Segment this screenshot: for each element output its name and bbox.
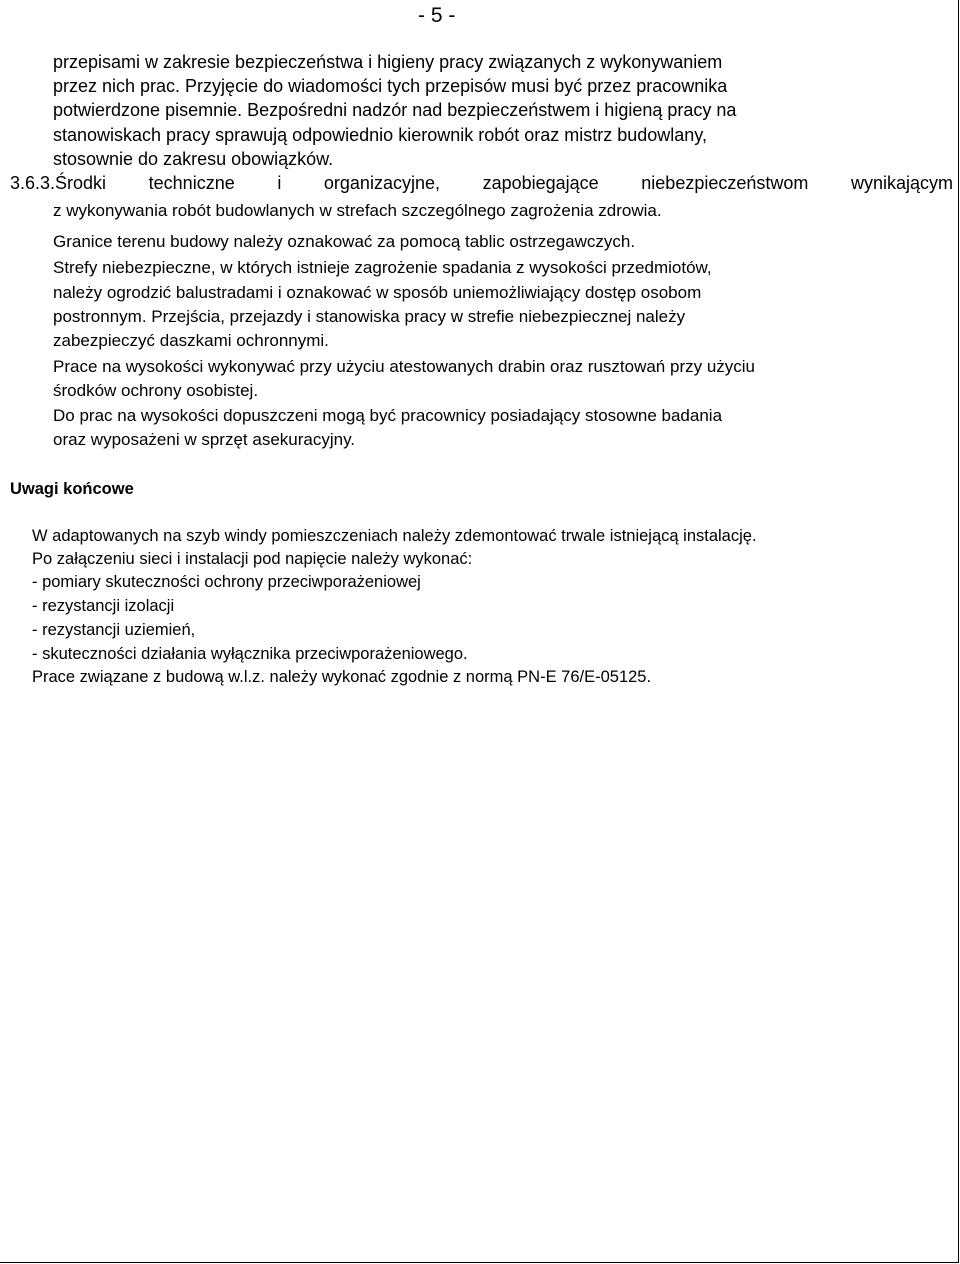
heading-word: 3.6.3.Środki	[10, 173, 107, 193]
paragraph-line: przepisami w zakresie bezpieczeństwa i higieny pracy związanych z wykonywaniem	[53, 52, 723, 72]
paragraph-line: postronnym. Przejścia, przejazdy i stanowiska pracy w strefie niebezpiecznej należy	[53, 307, 686, 326]
page-number: - 5 -	[418, 4, 456, 27]
remarks-list-item: - rezystancji izolacji	[32, 597, 175, 615]
heading-word: i	[277, 173, 282, 193]
remarks-line: W adaptowanych na szyb windy pomieszczeniach należy zdemontować trwale istniejącą instalację.	[32, 527, 757, 545]
paragraph-line: Prace na wysokości wykonywać przy użyciu atestowanych drabin oraz rusztowań przy użyciu	[53, 357, 756, 376]
paragraph-line: zabezpieczyć daszkami ochronnymi.	[53, 331, 329, 350]
paragraph-line: Do prac na wysokości dopuszczeni mogą być pracownicy posiadający stosowne badania	[53, 406, 723, 425]
section-heading-line-2: z wykonywania robót budowlanych w strefach szczególnego zagrożenia zdrowia.	[53, 201, 662, 220]
remarks-list-item: - rezystancji uziemień,	[32, 621, 196, 639]
final-remarks-heading: Uwagi końcowe	[10, 480, 134, 498]
heading-word: techniczne	[148, 173, 235, 193]
section-heading-3-6-3	[10, 172, 953, 194]
paragraph-line: środków ochrony osobistej.	[53, 381, 259, 400]
heading-word: wynikającym	[850, 173, 953, 193]
heading-word: niebezpieczeństwom	[641, 173, 809, 193]
heading-word: zapobiegające	[482, 173, 599, 193]
remarks-list-item: - pomiary skuteczności ochrony przeciwporażeniowej	[32, 573, 421, 591]
paragraph-line: Strefy niebezpieczne, w których istnieje zagrożenie spadania z wysokości przedmiotów,	[53, 258, 712, 277]
heading-word: organizacyjne,	[323, 173, 440, 193]
remarks-list-item: - skuteczności działania wyłącznika przeciwporażeniowego.	[32, 645, 468, 663]
paragraph-line: potwierdzone pisemnie. Bezpośredni nadzór nad bezpieczeństwem i higieną pracy na	[53, 100, 737, 120]
paragraph-line: oraz wyposażeni w sprzęt asekuracyjny.	[53, 430, 356, 449]
paragraph-line: należy ogrodzić balustradami i oznakować w sposób uniemożliwiający dostęp osobom	[53, 283, 702, 302]
paragraph-line: Granice terenu budowy należy oznakować za pomocą tablic ostrzegawczych.	[53, 232, 636, 251]
paragraph-line: stanowiskach pracy sprawują odpowiednio kierownik robót oraz mistrz budowlany,	[53, 125, 707, 145]
remarks-line: Po załączeniu sieci i instalacji pod napięcie należy wykonać:	[32, 550, 473, 568]
paragraph-line: stosownie do zakresu obowiązków.	[53, 149, 334, 169]
paragraph-line: przez nich prac. Przyjęcie do wiadomości tych przepisów musi być przez pracownika	[53, 76, 728, 96]
remarks-line: Prace związane z budową w.l.z. należy wykonać zgodnie z normą PN-E 76/E-05125.	[32, 668, 652, 686]
